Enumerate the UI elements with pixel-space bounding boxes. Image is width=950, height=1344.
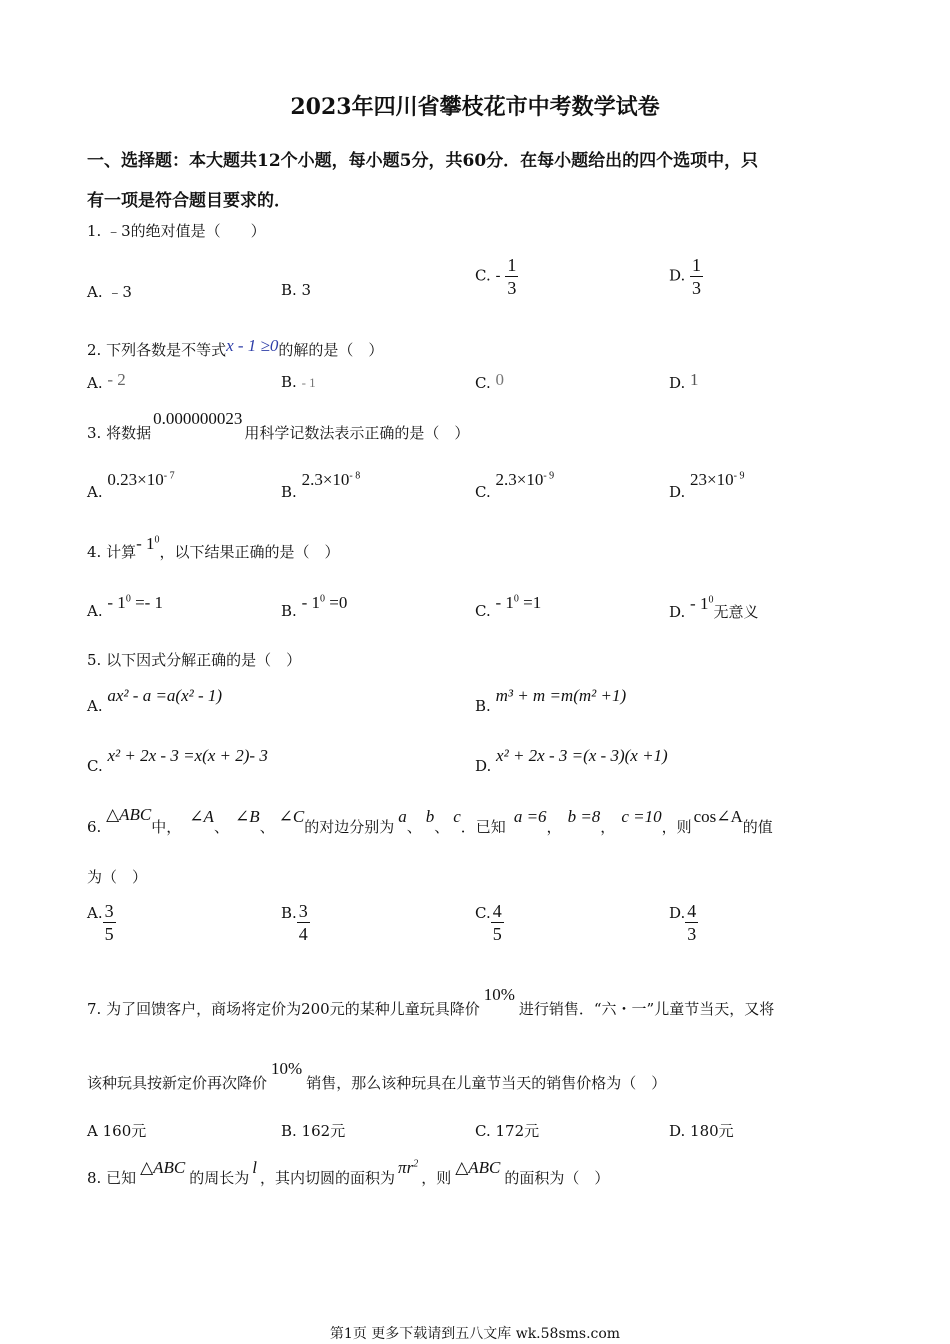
q1-option-c-fraction xyxy=(505,254,518,299)
q1-option-a: A. ﹣3 xyxy=(87,283,132,301)
option-fraction xyxy=(103,900,116,945)
perimeter-l: l xyxy=(252,1158,258,1177)
exponent: 0 xyxy=(154,534,160,546)
side-c: c xyxy=(453,807,461,826)
q4-expression xyxy=(136,534,159,553)
option-label: C. xyxy=(475,483,491,501)
q1-option-b: B. 3 xyxy=(281,281,312,299)
q2-option-b xyxy=(281,373,316,391)
option-value: 0 xyxy=(495,370,504,389)
q2-option-d xyxy=(669,370,699,393)
numerator: 3 xyxy=(104,901,114,921)
option-label: C. xyxy=(475,602,491,620)
section-heading-line1: 一、选择题：本大题共12个小题，每小题5分，共60分．在每小题给出的四个选项中，只 xyxy=(87,151,759,171)
text: 8. 已知 xyxy=(87,1169,137,1187)
option-fraction xyxy=(491,900,504,945)
text: 、 xyxy=(213,818,229,836)
base: πr xyxy=(398,1158,414,1177)
option-expression: m³ + m =m(m² +1) xyxy=(495,686,627,705)
q2-stem xyxy=(87,336,384,360)
text: 的值 xyxy=(742,818,773,836)
triangle-abc: △ABC xyxy=(106,805,152,824)
option-label: B. xyxy=(475,697,491,715)
q6-stem-line1 xyxy=(87,805,773,837)
base: - 1 xyxy=(301,593,320,612)
option-value xyxy=(690,470,744,489)
option-label: D. xyxy=(475,757,492,775)
exponent: 0 xyxy=(708,594,714,606)
text: 、 xyxy=(259,818,275,836)
q3-stem-prefix: 3. 将数据 xyxy=(87,424,152,442)
page-title: 2023年四川省攀枝花市中考数学试卷 xyxy=(290,94,660,120)
option-label: A. xyxy=(87,374,103,392)
exponent: - 8 xyxy=(349,470,361,482)
denominator: 5 xyxy=(492,924,502,944)
base: - 1 xyxy=(495,593,514,612)
q8-stem xyxy=(87,1158,610,1188)
q7-stem-line1 xyxy=(87,985,775,1019)
option-fraction xyxy=(685,900,698,945)
option-value xyxy=(496,593,542,612)
text: 销售，那么该种玩具在儿童节当天的销售价格为（ ） xyxy=(306,1074,667,1092)
text: ，其内切圆的面积为 xyxy=(260,1169,396,1187)
base: - 1 xyxy=(690,594,709,613)
option-value xyxy=(302,593,348,612)
q7-option-a: A 160元 xyxy=(87,1122,147,1140)
base: - 1 xyxy=(136,534,155,553)
page-footer: 第1页 更多下载请到五八文库 wk.58sms.com xyxy=(329,1326,621,1342)
incircle-area xyxy=(398,1158,418,1177)
q1-option-d-fraction xyxy=(690,254,703,299)
option-value xyxy=(107,470,174,489)
q3-stem-suffix: 用科学记数法表示正确的是（ ） xyxy=(244,424,470,442)
option-label: B. xyxy=(281,602,297,620)
denominator: 4 xyxy=(298,924,308,944)
numerator: 1 xyxy=(507,255,517,275)
q7-stem-line2 xyxy=(87,1059,667,1093)
option-label: D. xyxy=(669,904,686,922)
option-label: D. xyxy=(669,374,686,392)
exponent: - 9 xyxy=(733,470,745,482)
q5-option-c xyxy=(87,746,268,776)
side-b: b xyxy=(425,807,435,826)
q2-stem-suffix: 的解的是（ ） xyxy=(278,341,384,359)
discount-percent-2: 10% xyxy=(271,1059,303,1078)
text: 的对边分别为 xyxy=(304,818,395,836)
option-label: B. xyxy=(281,373,297,391)
option-value xyxy=(690,594,713,613)
option-value: - 2 xyxy=(107,370,126,389)
option-label: B. xyxy=(281,904,297,922)
q6-stem-line2: 为（ ） xyxy=(87,868,148,886)
q6-option-d xyxy=(669,900,698,945)
text: ， xyxy=(600,818,616,836)
option-value: 1 xyxy=(690,370,699,389)
option-label: A. xyxy=(87,602,103,620)
q4-option-b xyxy=(281,593,348,621)
text: 、 xyxy=(434,818,450,836)
denominator: 3 xyxy=(507,278,517,298)
q6-option-b xyxy=(281,900,310,945)
q5-stem: 5. 以下因式分解正确的是（ ） xyxy=(87,651,302,669)
q5-option-b xyxy=(475,686,627,716)
text: 的周长为 xyxy=(189,1169,250,1187)
numerator: 3 xyxy=(298,901,308,921)
text: ．已知 xyxy=(460,818,506,836)
rest: 无意义 xyxy=(713,603,759,621)
q4-option-a xyxy=(87,593,164,621)
text: ，则 xyxy=(421,1169,452,1187)
triangle-abc: △ABC xyxy=(140,1158,186,1177)
option-label: B. xyxy=(281,483,297,501)
option-value: - 1 xyxy=(301,375,316,390)
option-value xyxy=(302,470,361,489)
value-a: a =6 xyxy=(513,807,547,826)
q4-option-d xyxy=(669,594,759,622)
text: 的面积为（ ） xyxy=(504,1169,610,1187)
q6-option-c xyxy=(475,900,504,945)
option-label: D. xyxy=(669,483,686,501)
q1-option-d-label: D. xyxy=(669,266,686,285)
q4-stem xyxy=(87,534,340,562)
q2-inequality: x - 1 ≥0 xyxy=(226,336,279,355)
option-label: C. xyxy=(87,757,103,775)
exponent: - 7 xyxy=(163,470,175,482)
q3-number: 0.000000023 xyxy=(153,409,243,428)
exponent: 2 xyxy=(413,1158,419,1170)
text: ， xyxy=(546,818,562,836)
q7-option-c: C. 172元 xyxy=(475,1122,540,1140)
option-expression: ax² - a =a(x² - 1) xyxy=(107,686,223,705)
base: - 1 xyxy=(107,593,126,612)
q5-option-d xyxy=(475,746,668,776)
q5-option-a xyxy=(87,686,223,716)
text: 该种玩具按新定价再次降价 xyxy=(87,1074,268,1092)
value-c: c =10 xyxy=(621,807,662,826)
rest: =- 1 xyxy=(130,593,164,612)
rest: =1 xyxy=(518,593,542,612)
denominator: 5 xyxy=(104,924,114,944)
q1-stem: 1. ﹣3的绝对值是（ ） xyxy=(87,222,266,240)
q3-stem xyxy=(87,409,470,443)
q7-option-d: D. 180元 xyxy=(669,1122,734,1140)
text: 进行销售．“六・一”儿童节当天，又将 xyxy=(518,1000,775,1018)
exponent: 0 xyxy=(320,593,325,605)
q2-option-c xyxy=(475,370,504,393)
cos-angle-a: cos∠A xyxy=(693,807,743,826)
option-value xyxy=(496,470,555,489)
numerator: 4 xyxy=(687,901,697,921)
q1-option-d xyxy=(669,254,703,299)
text: 7. 为了回馈客户，商场将定价为200元的某种儿童玩具降价 xyxy=(87,1000,480,1018)
option-label: A. xyxy=(87,483,103,501)
base: 0.23×10 xyxy=(107,470,164,489)
q1-option-c-label: C. - xyxy=(475,266,501,285)
discount-percent-1: 10% xyxy=(483,985,515,1004)
option-label: A. xyxy=(87,697,103,715)
numerator: 4 xyxy=(492,901,502,921)
base: 2.3×10 xyxy=(301,470,350,489)
option-label: A. xyxy=(87,904,103,922)
denominator: 3 xyxy=(687,924,697,944)
option-expression: x² + 2x - 3 =x(x + 2)- 3 xyxy=(107,746,268,765)
text: ，则 xyxy=(661,818,692,836)
rest: =0 xyxy=(325,593,348,612)
angle-a: ∠A xyxy=(189,807,214,826)
exponent: 0 xyxy=(513,593,519,605)
angle-c: ∠C xyxy=(278,807,305,826)
q4-stem-prefix: 4. 计算 xyxy=(87,543,137,561)
q6-option-a xyxy=(87,900,116,945)
angle-b: ∠B xyxy=(234,807,260,826)
text: 、 xyxy=(406,818,422,836)
triangle-abc: △ABC xyxy=(455,1158,501,1177)
q2-option-a xyxy=(87,370,126,393)
option-fraction xyxy=(297,900,310,945)
value-b: b =8 xyxy=(567,807,601,826)
section-heading-line2: 有一项是符合题目要求的． xyxy=(87,191,291,211)
option-label: D. xyxy=(669,603,686,621)
option-value xyxy=(107,593,163,612)
exponent: - 9 xyxy=(543,470,555,482)
text: 中， xyxy=(151,818,182,836)
side-a: a xyxy=(398,807,407,826)
q4-stem-suffix: ，以下结果正确的是（ ） xyxy=(159,543,340,561)
base: 23×10 xyxy=(690,470,734,489)
option-expression: x² + 2x - 3 =(x - 3)(x +1) xyxy=(496,746,668,765)
q2-stem-prefix: 2. 下列各数是不等式 xyxy=(87,341,227,359)
q4-option-c xyxy=(475,593,542,621)
q1-option-c xyxy=(475,254,518,299)
option-label: C. xyxy=(475,904,491,922)
numerator: 1 xyxy=(692,255,702,275)
denominator: 3 xyxy=(692,278,702,298)
base: 2.3×10 xyxy=(495,470,544,489)
q7-option-b: B. 162元 xyxy=(281,1122,346,1140)
option-label: C. xyxy=(475,374,491,392)
question-number: 6. xyxy=(87,818,102,836)
exponent: 0 xyxy=(125,593,131,605)
